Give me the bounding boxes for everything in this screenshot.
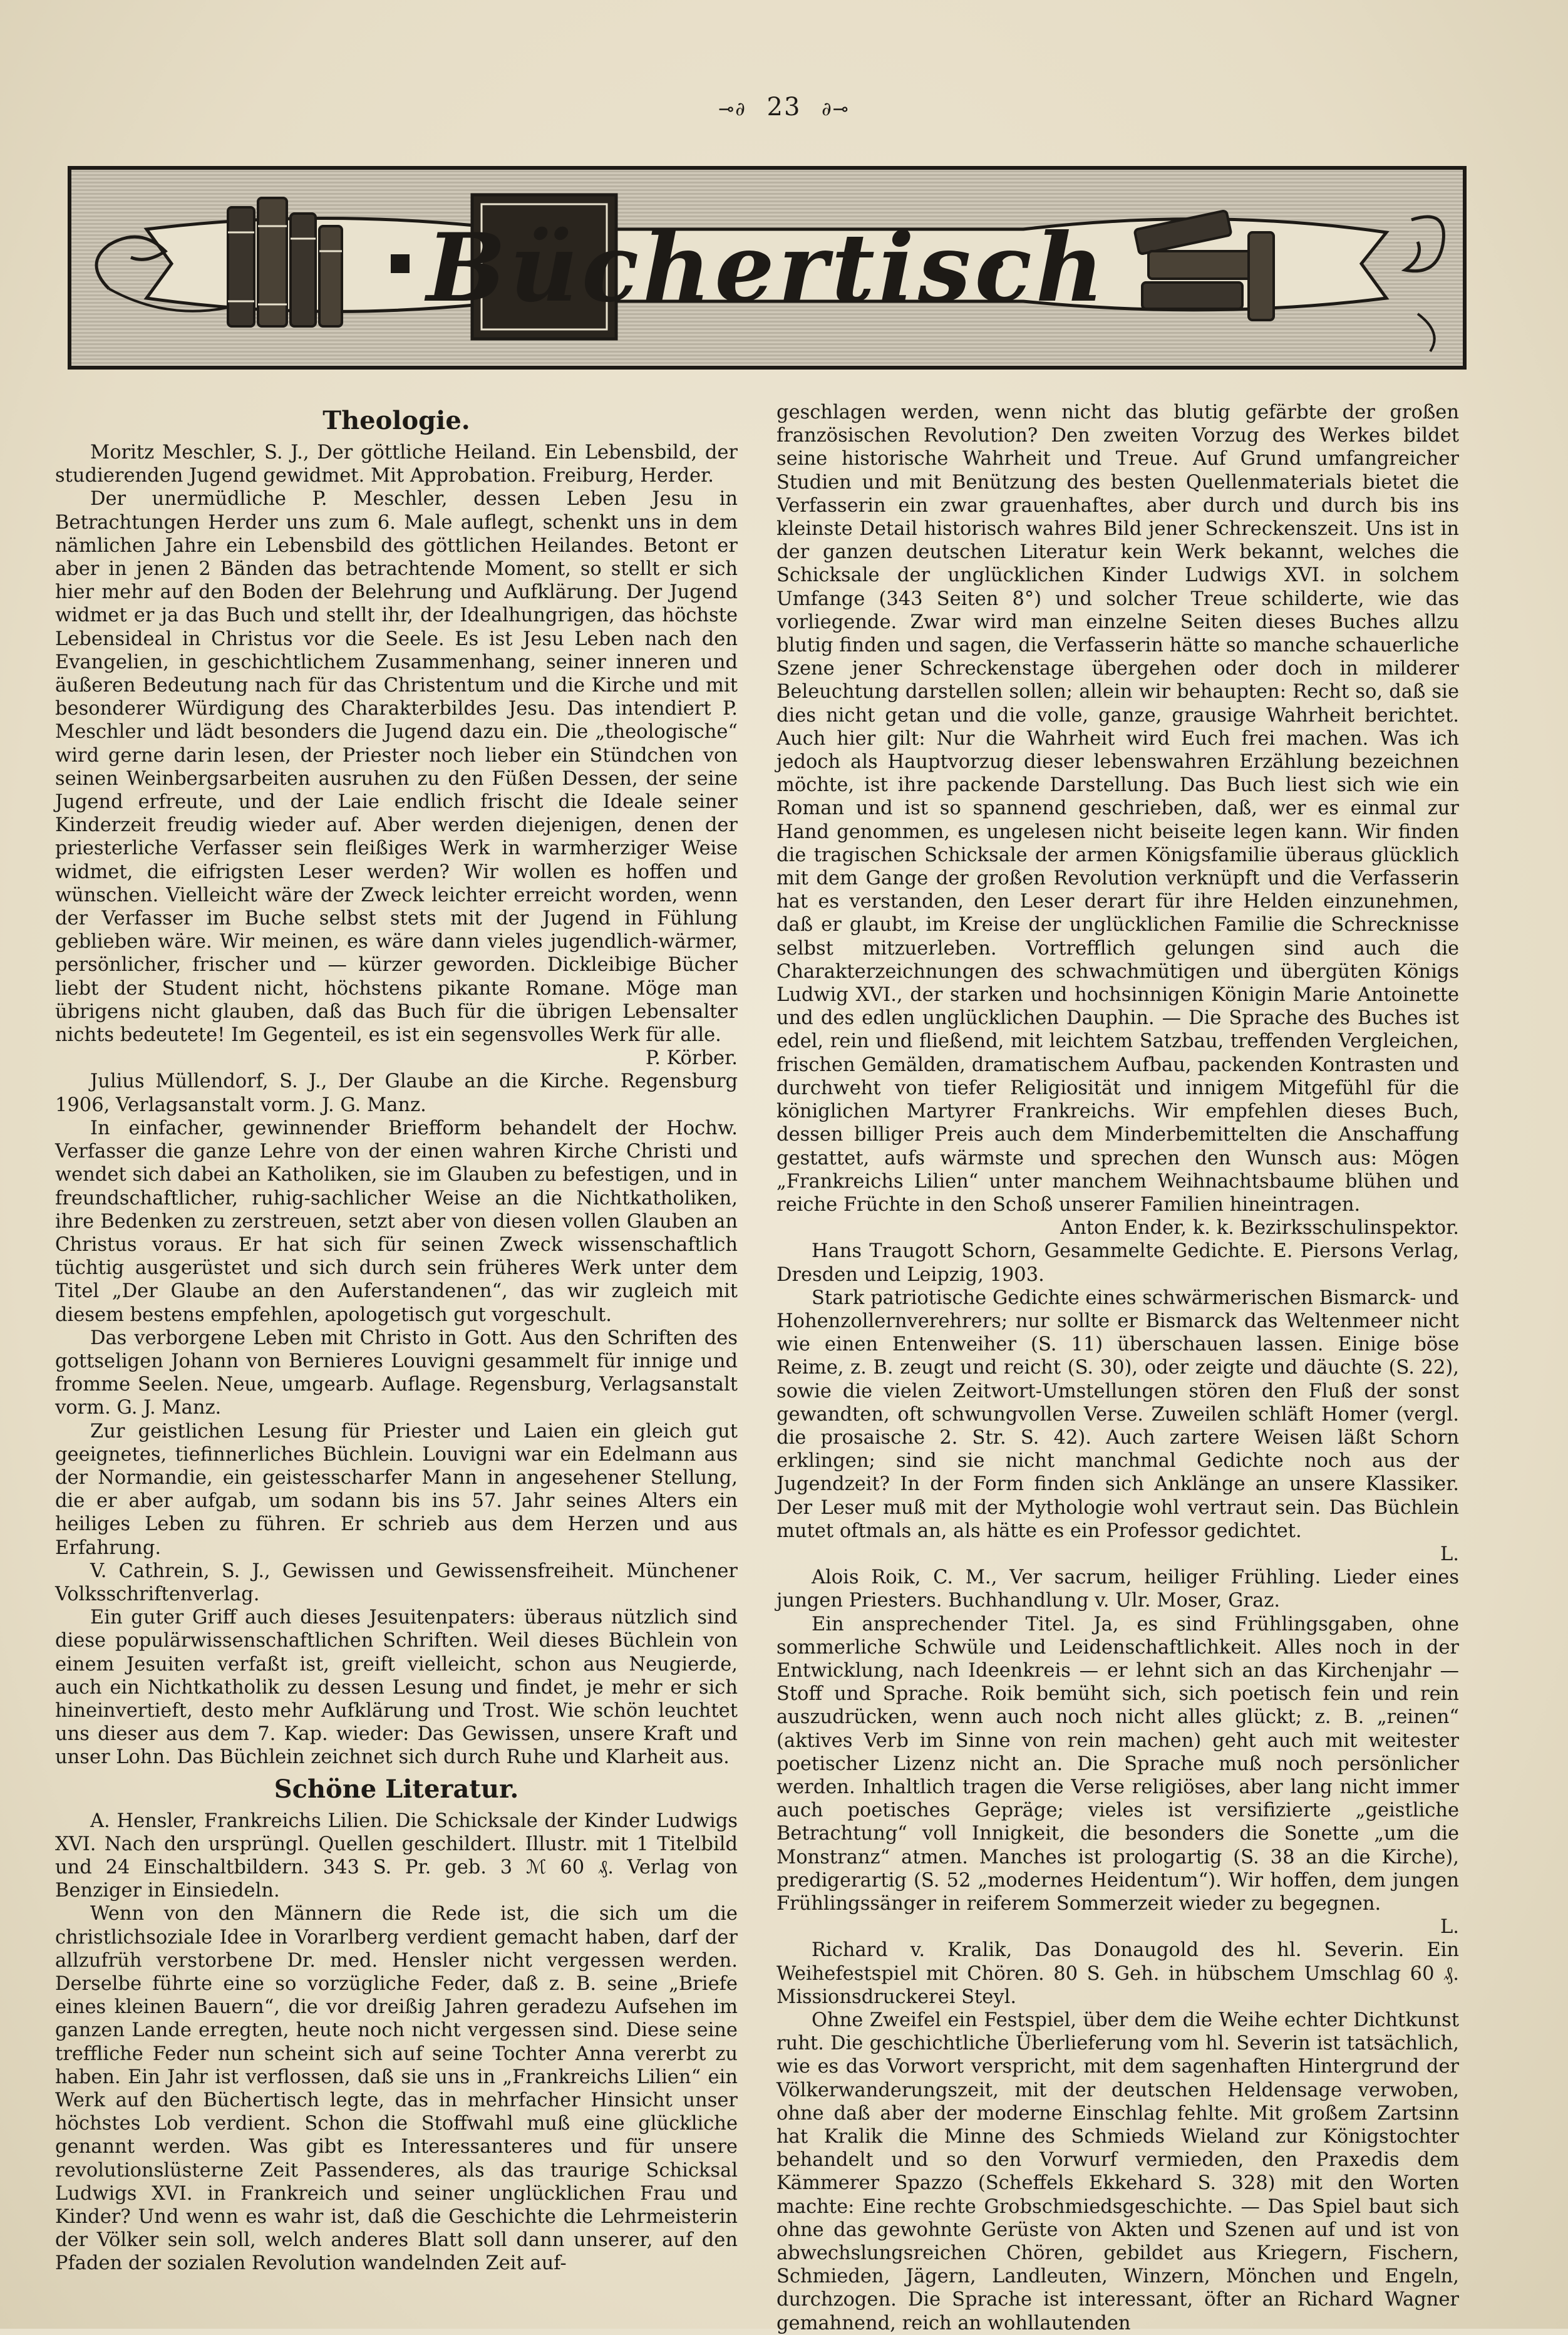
section-heading-theologie: Theologie. (322, 406, 470, 435)
review-entry: A. Hensler, Frankreichs Lilien. Die Schicksale der Kinder Ludwigs XVI. Nach den ursprüngl. Quellen geschildert. Illustr. mit 1 Titelbild und 24 Einschaltbildern. 343 S. Pr. geb. 3 ℳ 60 ₰. Verlag von Benziger in Einsiedeln. (55, 1809, 738, 1902)
page-number (0, 93, 1568, 122)
right-column (776, 401, 1459, 2335)
review-text: Der unermüdliche P. Meschler, dessen Leben Jesu in Betrachtungen Herder uns zum 6. Male auflegt, schenkt uns in dem nämlichen Jahre ein Lebensbild des göttlichen Heilandes. Betont er aber in jenen 2 Bänden das betrachtende Moment, so stellt er sich hier mehr auf den Boden der Belehrung und Aufklärung. Der Jugend widmet er ja das Buch und stellt ihr, der Idealhungrigen, das höchste Lebensideal in Christus vor die Seele. Es ist Jesu Leben nach den Evangelien, in geschichtlichem Zusammenhang, seiner inneren und äußeren Bedeutung nach für das Christentum und die Kirche und mit besonderer Würdigung des Charakterbildes Jesu. Das intendiert P. Meschler und lädt besonders die Jugend dazu ein. Die „theologische“ wird gerne darin lesen, der Priester noch lieber ein Stündchen von seinen Weinbergsarbeiten ausruhen zu den Füßen Dessen, der seine Jugend erfreute, und der Laie endlich frischt die Ideale seiner Kinderzeit freudig wieder auf. Aber werden diejenigen, denen der priesterliche Verfasser sein fleißiges Werk in warmherziger Weise widmet, die eifrigsten Leser werden? Wir wollen es hoffen und wünschen. Vielleicht wäre der Zweck leichter erreicht worden, wenn der Verfasser im Buche selbst stets mit der Jugend in Fühlung geblieben wäre. Wir meinen, es wäre dann vieles jugendlich-wärmer, persönlicher, frischer und — kürzer geworden. Dickleibige Bücher liebt der Student nicht, höchstens pikante Romane. Möge man übrigens nicht glauben, daß das Buch für die übrigen Lebensalter nichts bedeutete! Im Gegenteil, es ist ein segensvolles Werk für alle. (55, 488, 738, 1047)
review-entry: Das verborgene Leben mit Christo in Gott. Aus den Schriften des gottseligen Johann von Bernieres Louvigni gesammelt für innige und fromme Seelen. Neue, umgearb. Auflage. Regensburg, Verlagsanstalt vorm. G. J. Manz. (55, 1327, 738, 1419)
banner-title: Büchertisch (426, 212, 1108, 323)
review-entry: V. Cathrein, S. J., Gewissen und Gewissensfreiheit. Münchener Volksschriftenverlag. (55, 1560, 738, 1605)
review-text: Ein ansprechender Titel. Ja, es sind Frühlingsgaben, ohne sommerliche Schwüle und Leidenschaftlichkeit. Alles noch in der Entwicklung, nach Ideenkreis — er lehnt sich an das Kirchenjahr — Stoff und Sprache. Roik bemüht sich, sich poetisch fein und rein auszudrücken, wenn auch noch nicht alles glückt; z. B. „reinen“ (aktives Verb im Sinne von rein machen) geht auch mit weitester poetischer Lizenz nicht an. Die Sprache muß noch persönlicher werden. Inhaltlich tragen die Verse religiöses, aber lang nicht immer auch poetisches Gepräge; vieles ist versifizierte „geistliche Betrachtung“ voll Innigkeit, die besonders die Sonette „um die Monstranz“ atmen. Manches ist prologartig (S. 38 an die Kirche), predigerartig (S. 52 „modernes Heidentum“). Wir hoffen, dem jungen Frühlingssänger in reiferem Sommerzeit wieder zu begegnen. (776, 1613, 1459, 1915)
review-text: geschlagen werden, wenn nicht das blutig gefärbte der großen französischen Revolution? Den zweiten Vorzug des Werkes bildet seine historische Wahrheit und Treue. Auf Grund umfangreicher Studien und mit Benützung des besten Quellenmaterials bietet die Verfasserin ein zwar grauenhaftes, aber durch und durch bis ins kleinste Detail historisch wahres Bild jener Schreckenszeit. Uns ist in der ganzen deutschen Literatur kein Werk bekannt, welches die Schicksale der unglücklichen Kinder Ludwigs XVI. in solchem Umfange (343 Seiten 8°) und solcher Treue schilderte, wie das vorliegende. Zwar wird man einzelne Seiten dieses Buches allzu blutig finden und sagen, die Verfasserin hätte so manche schauerliche Szene jener Schreckenstage übergehen oder doch in milderer Beleuchtung darstellen sollen; allein wir behaupten: Recht so, daß sie dies nicht getan und die volle, ganze, grausige Wahrheit berichtet. Auch hier gilt: Nur die Wahrheit wird Euch frei machen. Was ich jedoch als Hauptvorzug dieser lebenswahren Erzählung bezeichnen möchte, ist ihre packende Darstellung. Das Buch liest sich wie ein Roman und ist so spannend geschrieben, daß, wer es einmal zur Hand genommen, es ungelesen nicht beiseite legen kann. Wir finden die tragischen Schicksale der armen Königsfamilie überaus glücklich mit dem Gange der großen Revolution verknüpft und die Verfasserin hat es verstanden, den Leser derart für ihre Helden einzunehmen, daß er glaubt, im Kreise der unglücklichen Familie die Schrecknisse selbst mitzuerleben. Vortrefflich gelungen sind auch die Charakterzeichnungen des schwachmütigen und übergüten Königs Ludwig XVI., der starken und hochsinnigen Königin Marie Antoinette und des edlen unglücklichen Dauphin. — Die Sprache des Buches ist edel, rein und fließend, mit leichtem Satzbau, treffenden Vergleichen, frischen Gemälden, dramatischem Aufbau, packenden Kontrasten und durchweht von tiefer Religiosität und innigem Mitgefühl für die königlichen Martyrer Frankreichs. Wir empfehlen dieses Buch, dessen billiger Preis auch dem Minderbemittelten die Anschaffung gestattet, aufs wärmste und sprechen den Wunsch aus: Mögen „Frankreichs Lilien“ unter manchem Weihnachtsbaume blühen und reiche Früchte in den Schoß unserer Familien hineintragen. (776, 401, 1459, 1216)
header-banner (68, 166, 1467, 370)
review-text: Stark patriotische Gedichte eines schwärmerischen Bismarck- und Hohenzollernverehrers; nur sollte er Bismarck das Weltenmeer nicht wie einen Entenweiher (S. 11) überschauen lassen. Einige böse Reime, z. B. zeugt und reicht (S. 30), oder zeigte und däuchte (S. 22), sowie die vielen Zeitwort-Umstellungen stören den Fluß der sonst gewandten, oft schwungvollen Verse. Zuweilen schläft Homer (vergl. die prosaische 2. Str. S. 42). Auch zartere Weisen läßt Schorn erklingen; sind sie nicht manchmal Gedichte noch aus der Jugendzeit? In der Form finden sich Anklänge an unsere Klassiker. Der Leser muß mit der Mythologie wohl vertraut sein. Das Büchlein mutet oftmals an, als hätte es ein Professor gedichtet. (776, 1287, 1459, 1542)
review-entry: Alois Roik, C. M., Ver sacrum, heiliger Frühling. Lieder eines jungen Priesters. Buchhandlung v. Ulr. Moser, Graz. (776, 1566, 1459, 1612)
review-text: Ohne Zweifel ein Festspiel, über dem die Weihe echter Dichtkunst ruht. Die geschichtliche Überlieferung vom hl. Severin ist tatsächlich, wie es das Vorwort verspricht, mit dem sagenhaften Hintergrund der Völkerwanderungszeit, mit der deutschen Heldensage verwoben, ohne daß aber der moderne Einschlag fehlte. Mit großem Zartsinn hat Kralik die Minne des Schmieds Wieland zur Königstochter behandelt und so den Vorwurf vermieden, den Praxedis dem Kämmerer Spazzo (Scheffels Ekkehard S. 328) mit den Worten machte: Eine rechte Grobschmiedsgeschichte. — Das Spiel baut sich ohne das gewohnte Gerüste von Akten und Szenen auf und ist von abwechslungsreichen Chören, gebildet aus Kriegern, Fischern, Schmieden, Jägern, Landleuten, Winzern, Mönchen und Engeln, durchzogen. Die Sprache ist interessant, öfter an Richard Wagner gemahnend, reich an wohllautenden (776, 2009, 1459, 2334)
page-number-value: 23 (766, 93, 802, 122)
review-entry: Moritz Meschler, S. J., Der göttliche Heiland. Ein Lebensbild, der studierenden Jugend gewidmet. Mit Approbation. Freiburg, Herder. (55, 442, 738, 487)
review-entry: Hans Traugott Schorn, Gesammelte Gedichte. E. Piersons Verlag, Dresden und Leipzig, 1903. (776, 1240, 1459, 1286)
review-signature: L. (1440, 1543, 1459, 1565)
review-text: Ein guter Griff auch dieses Jesuitenpaters: überaus nützlich sind diese populärwissenschaftlichen Schriften. Weil dieses Büchlein von einem Jesuiten verfaßt ist, greift vielleicht, schon aus Neugierde, auch ein Nichtkatholik zu dessen Lesung und findet, je mehr er sich hineinvertieft, desto mehr Aufklärung und Trost. Wie schön leuchtet uns dieser aus dem 7. Kap. wieder: Das Gewissen, unsere Kraft und unser Lohn. Das Büchlein zeichnet sich durch Ruhe und Klarheit aus. (55, 1607, 738, 1769)
ornament-left-icon: ⊸∂ (718, 98, 746, 120)
review-signature: Anton Ender, k. k. Bezirksschulinspektor. (1060, 1217, 1459, 1240)
review-signature: P. Körber. (645, 1047, 738, 1070)
review-text: Zur geistlichen Lesung für Priester und Laien ein gleich gut geeignetes, tiefinnerliches Büchlein. Louvigni war ein Edelmann aus der Normandie, ein geistesscharfer Mann in angesehener Stellung, die er aber aufgab, um sodann bis ins 57. Jahr seines Alters ein heiliges Leben zu führen. Er schrieb aus dem Herzen und aus Erfahrung. (55, 1420, 738, 1559)
review-text: In einfacher, gewinnender Briefform behandelt der Hochw. Verfasser die ganze Lehre von der einen wahren Kirche Christi und wendet sich dabei an Katholiken, sie im Glauben zu befestigen, und in freundschaftlicher, ruhig-sachlicher Weise an die Nichtkatholiken, ihre Bedenken zu zerstreuen, setzt aber von diesen vollen Glauben an Christus voraus. Er hat sich für seinen Zweck wissenschaftlich tüchtig ausgerüstet und sich durch sein früheres Werk unter dem Titel „Der Glaube an den Auferstandenen“, das wir zugleich mit diesem bestens empfehlen, apologetisch gut vorgeschult. (55, 1117, 738, 1326)
review-entry: Richard v. Kralik, Das Donaugold des hl. Severin. Ein Weihefestspiel mit Chören. 80 S. Geh. in hübschem Umschlag 60 ₰. Missionsdruckerei Steyl. (776, 1939, 1459, 2008)
section-heading-schoene-literatur: Schöne Literatur. (274, 1774, 519, 1804)
left-column (55, 401, 738, 2275)
review-entry: Julius Müllendorf, S. J., Der Glaube an die Kirche. Regensburg 1906, Verlagsanstalt vorm. J. G. Manz. (55, 1070, 738, 1116)
review-signature: L. (1440, 1916, 1459, 1939)
ornament-right-icon: ∂⊸ (822, 98, 850, 120)
review-text: Wenn von den Männern die Rede ist, die sich um die christlichsoziale Idee in Vorarlberg verdient gemacht haben, darf der allzufrüh verstorbene Dr. med. Hensler nicht vergessen werden. Derselbe führte eine so vorzügliche Feder, daß z. B. seine „Briefe eines kleinen Bauern“, die vor dreißig Jahren geradezu Aufsehen im ganzen Lande erregten, heute noch nicht vergessen sind. Diese seine treffliche Feder nun scheint sich auf seine Tochter Anna vererbt zu haben. Ein Jahr ist verflossen, daß sie uns in „Frankreichs Lilien“ ein Werk auf den Büchertisch legte, das in mehrfacher Hinsicht unser höchstes Lob verdient. Schon die Stoffwahl muß eine glückliche genannt werden. Was gibt es Interessanteres und für unsere revolutionslüsterne Zeit Passenderes, als das traurige Schicksal Ludwigs XVI. in Frankreich und seiner unglücklichen Frau und Kinder? Und wenn es wahr ist, daß die Geschichte die Lehrmeisterin der Völker sein soll, welch anderes Blatt soll dann unserer, auf den Pfaden der sozialen Revolution wandelnden Zeit auf- (55, 1903, 738, 2275)
